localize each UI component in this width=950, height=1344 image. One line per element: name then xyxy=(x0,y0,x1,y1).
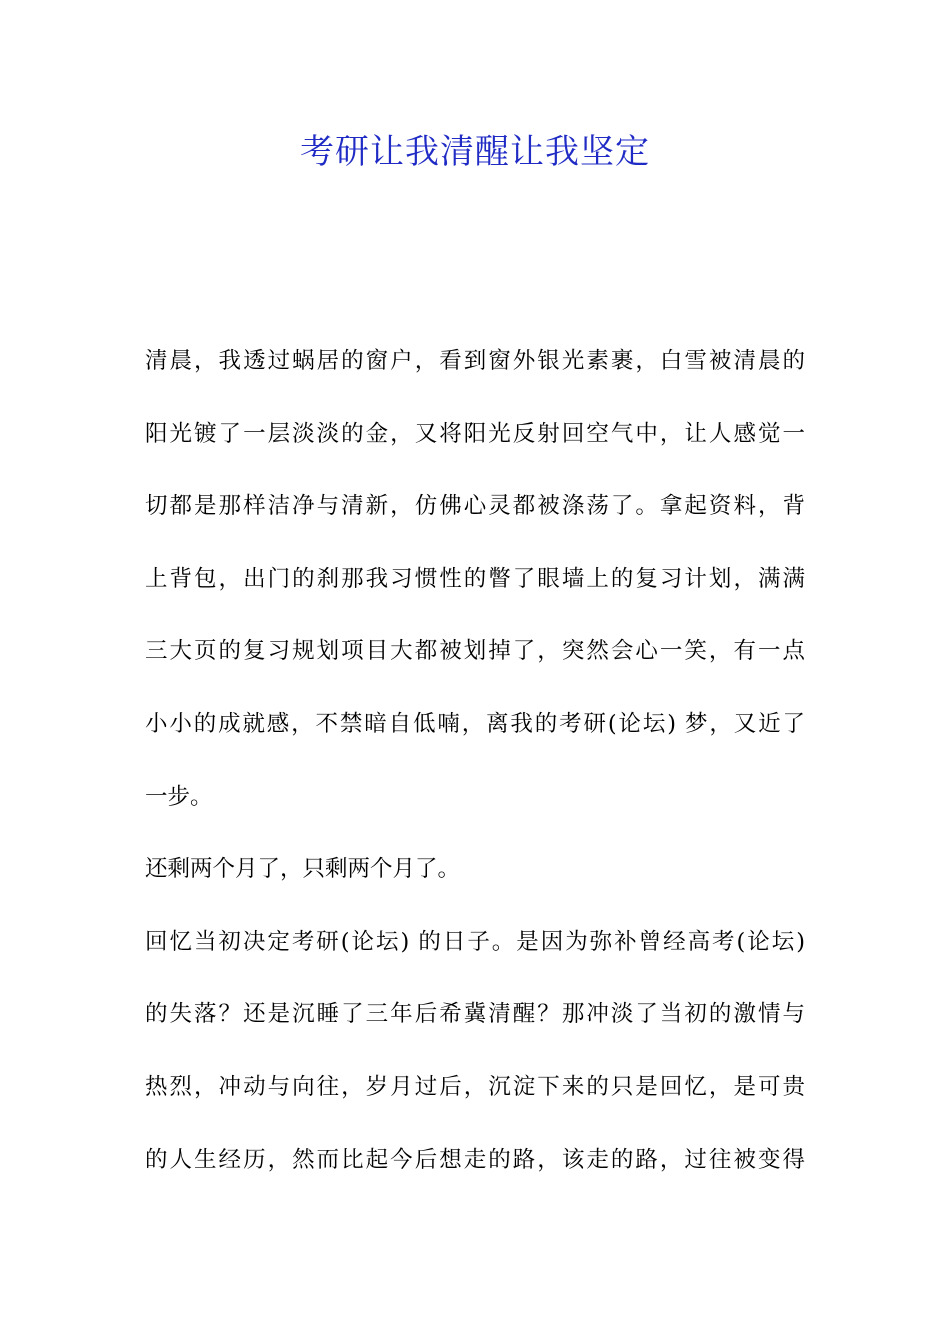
text-line: 回忆当初决定考研(论坛) 的日子。是因为弥补曾经高考(论坛) xyxy=(145,928,805,955)
document-body xyxy=(145,337,805,1208)
text-line: 热烈，冲动与向往，岁月过后，沉淀下来的只是回忆，是可贵 xyxy=(145,1073,805,1100)
text-line: 切都是那样洁净与清新，仿佛心灵都被涤荡了。拿起资料，背 xyxy=(145,493,805,520)
text-line: 三大页的复习规划项目大都被划掉了，突然会心一笑，有一点 xyxy=(145,638,805,665)
text-line: 阳光镀了一层淡淡的金，又将阳光反射回空气中，让人感觉一 xyxy=(145,420,805,447)
document-title: 考研让我清醒让我坚定 xyxy=(300,132,650,172)
text-line: 清晨，我透过蜗居的窗户，看到窗外银光素裹，白雪被清晨的 xyxy=(145,348,805,374)
text-line: 还剩两个月了，只剩两个月了。 xyxy=(145,856,461,883)
text-line: 的人生经历，然而比起今后想走的路，该走的路，过往被变得 xyxy=(145,1146,805,1173)
text-line: 的失落？还是沉睡了三年后希冀清醒？那冲淡了当初的激情与 xyxy=(145,1001,805,1028)
text-line: 一步。 xyxy=(145,783,213,810)
text-line: 小小的成就感，不禁暗自低喃，离我的考研(论坛) 梦，又近了 xyxy=(145,710,805,737)
text-line: 上背包，出门的刹那我习惯性的瞥了眼墙上的复习计划，满满 xyxy=(145,565,805,592)
